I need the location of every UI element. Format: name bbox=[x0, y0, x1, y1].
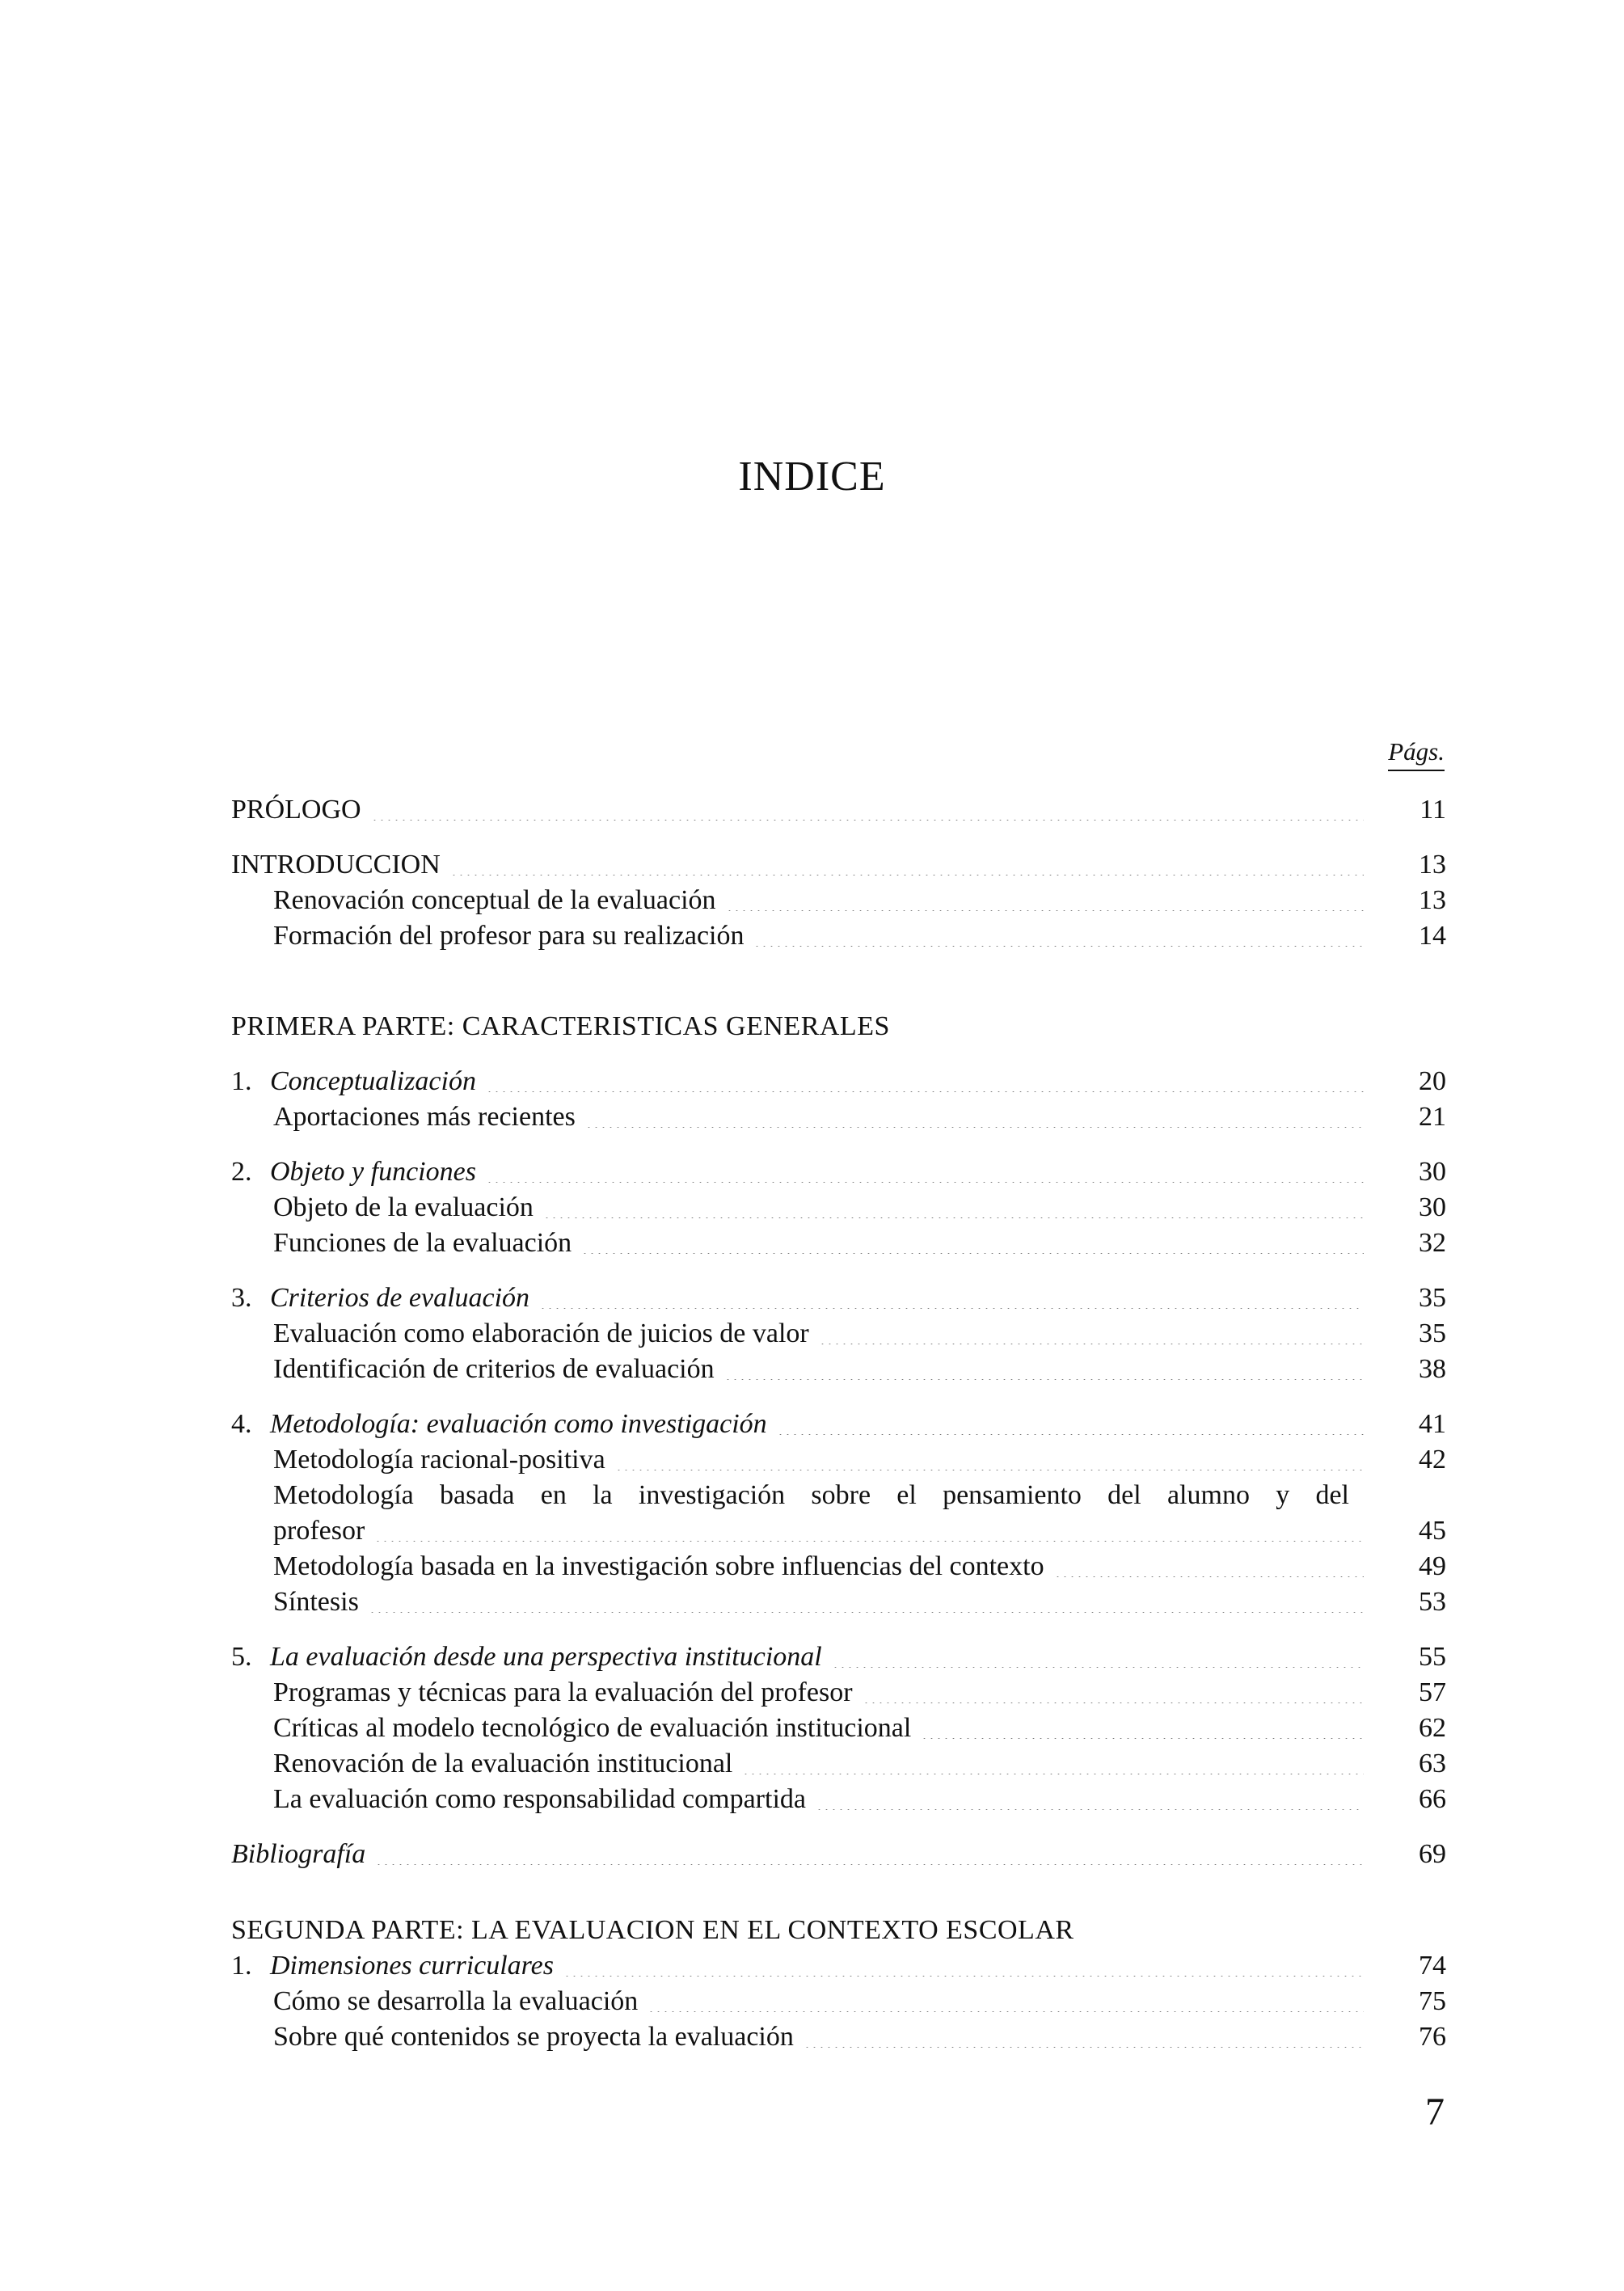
spacer bbox=[231, 1620, 1446, 1639]
spacer bbox=[231, 1872, 1446, 1913]
toc-subentry[interactable] bbox=[231, 1190, 1446, 1226]
entry-label: Evaluación como elaboración de juicios de valor bbox=[273, 1318, 809, 1348]
dot-leader bbox=[369, 1612, 1364, 1613]
dot-leader bbox=[724, 1379, 1364, 1380]
entry-page: 20 bbox=[1419, 1066, 1446, 1096]
section-number: 4. bbox=[231, 1409, 252, 1439]
entry-page: 57 bbox=[1419, 1677, 1446, 1707]
dot-leader bbox=[581, 1253, 1364, 1254]
section-number: 3. bbox=[231, 1283, 252, 1313]
entry-label: Metodología basada en la investigación sobre influencias del contexto bbox=[273, 1551, 1044, 1581]
entry-page: 13 bbox=[1419, 885, 1446, 915]
entry-page: 21 bbox=[1419, 1102, 1446, 1132]
table-of-contents bbox=[231, 792, 1446, 2055]
toc-subentry[interactable] bbox=[231, 1442, 1446, 1478]
toc-subentry[interactable] bbox=[231, 1226, 1446, 1261]
spacer bbox=[231, 828, 1446, 847]
entry-label: Conceptualización bbox=[270, 1066, 476, 1096]
toc-section-entry[interactable] bbox=[231, 1407, 1446, 1442]
entry-label: Síntesis bbox=[273, 1587, 359, 1617]
entry-page: 69 bbox=[1419, 1839, 1446, 1869]
toc-subentry[interactable] bbox=[231, 1099, 1446, 1135]
toc-subentry[interactable] bbox=[231, 1711, 1446, 1746]
entry-label: Críticas al modelo tecnológico de evaluación institucional bbox=[273, 1713, 912, 1743]
dot-leader bbox=[921, 1738, 1364, 1739]
entry-label: Identificación de criterios de evaluación bbox=[273, 1354, 715, 1384]
spacer bbox=[231, 1135, 1446, 1154]
entry-page: 13 bbox=[1419, 850, 1446, 880]
entry-label: Metodología: evaluación como investigación bbox=[270, 1409, 767, 1439]
entry-page: 30 bbox=[1419, 1192, 1446, 1222]
entry-page: 55 bbox=[1419, 1642, 1446, 1672]
dot-leader bbox=[832, 1667, 1364, 1668]
toc-section-entry[interactable] bbox=[231, 1154, 1446, 1190]
section-number: 1. bbox=[231, 1066, 252, 1096]
dot-leader bbox=[726, 910, 1364, 911]
dot-leader bbox=[486, 1182, 1364, 1183]
toc-subentry[interactable] bbox=[231, 1782, 1446, 1817]
entry-label: Sobre qué contenidos se proyecta la evaluación bbox=[273, 2022, 794, 2052]
toc-subentry[interactable] bbox=[231, 1675, 1446, 1711]
entry-page: 75 bbox=[1419, 1986, 1446, 2016]
toc-entry-prologo[interactable] bbox=[231, 792, 1446, 828]
spacer bbox=[231, 1044, 1446, 1064]
entry-label: profesor bbox=[273, 1516, 365, 1546]
entry-label: Dimensiones curriculares bbox=[270, 1951, 554, 1981]
toc-subentry[interactable] bbox=[231, 883, 1446, 918]
page-title: INDICE bbox=[738, 454, 886, 500]
entry-label: Programas y técnicas para la evaluación del profesor bbox=[273, 1677, 853, 1707]
dot-leader bbox=[816, 1809, 1364, 1810]
entry-label: La evaluación como responsabilidad compartida bbox=[273, 1784, 806, 1814]
entry-page: 74 bbox=[1419, 1951, 1446, 1981]
pages-column-label: Págs. bbox=[1388, 737, 1445, 771]
entry-label: INTRODUCCION bbox=[231, 850, 441, 880]
toc-section-entry[interactable] bbox=[231, 1639, 1446, 1675]
entry-label: Criterios de evaluación bbox=[270, 1283, 530, 1313]
entry-page: 41 bbox=[1419, 1409, 1446, 1439]
dot-leader bbox=[753, 946, 1364, 947]
dot-leader bbox=[375, 1864, 1364, 1865]
toc-subentry[interactable] bbox=[231, 1746, 1446, 1782]
entry-page: 35 bbox=[1419, 1283, 1446, 1313]
entry-label: Objeto de la evaluación bbox=[273, 1192, 534, 1222]
entry-page: 14 bbox=[1419, 921, 1446, 951]
entry-page: 63 bbox=[1419, 1749, 1446, 1778]
dot-leader bbox=[539, 1308, 1364, 1309]
part-heading-segunda: SEGUNDA PARTE: LA EVALUACION EN EL CONTEXTO ESCOLAR bbox=[231, 1915, 1074, 1945]
dot-leader bbox=[804, 2047, 1364, 2048]
toc-section-entry[interactable] bbox=[231, 1281, 1446, 1316]
entry-label: Funciones de la evaluación bbox=[273, 1228, 572, 1258]
section-number: 5. bbox=[231, 1642, 252, 1672]
toc-section-entry[interactable] bbox=[231, 1064, 1446, 1099]
entry-page: 45 bbox=[1419, 1516, 1446, 1546]
dot-leader bbox=[486, 1091, 1364, 1092]
entry-page: 66 bbox=[1419, 1784, 1446, 1814]
dot-leader bbox=[585, 1127, 1364, 1128]
section-number: 1. bbox=[231, 1951, 252, 1981]
entry-label: Formación del profesor para su realización bbox=[273, 921, 745, 951]
entry-page: 30 bbox=[1419, 1157, 1446, 1187]
toc-subentry-wrapped-line[interactable]: Metodología basada en la investigación sobre el pensamiento del alumno y del bbox=[273, 1480, 1349, 1510]
spacer bbox=[231, 1387, 1446, 1407]
page-number: 7 bbox=[1425, 2091, 1445, 2133]
entry-label: Objeto y funciones bbox=[270, 1157, 476, 1187]
toc-subentry[interactable] bbox=[231, 1513, 1446, 1549]
toc-subentry[interactable] bbox=[231, 1984, 1446, 2019]
entry-label: Cómo se desarrolla la evaluación bbox=[273, 1986, 639, 2016]
entry-page: 38 bbox=[1419, 1354, 1446, 1384]
toc-subentry[interactable] bbox=[231, 1352, 1446, 1387]
entry-label: Renovación conceptual de la evaluación bbox=[273, 885, 716, 915]
entry-page: 11 bbox=[1419, 795, 1446, 825]
toc-section-entry[interactable] bbox=[231, 1948, 1446, 1984]
dot-leader bbox=[563, 1976, 1364, 1977]
toc-entry-introduccion[interactable] bbox=[231, 847, 1446, 883]
entry-label: Aportaciones más recientes bbox=[273, 1102, 576, 1132]
entry-page: 32 bbox=[1419, 1228, 1446, 1258]
spacer bbox=[231, 954, 1446, 1009]
entry-page: 76 bbox=[1419, 2022, 1446, 2052]
dot-leader bbox=[543, 1217, 1364, 1218]
entry-page: 49 bbox=[1419, 1551, 1446, 1581]
dot-leader bbox=[863, 1702, 1364, 1703]
toc-subentry[interactable] bbox=[231, 1584, 1446, 1620]
toc-entry-bibliografia[interactable] bbox=[231, 1837, 1446, 1872]
toc-subentry[interactable] bbox=[231, 1549, 1446, 1584]
toc-subentry[interactable] bbox=[231, 918, 1446, 954]
entry-page: 35 bbox=[1419, 1318, 1446, 1348]
entry-label: Renovación de la evaluación institucional bbox=[273, 1749, 733, 1778]
toc-subentry[interactable] bbox=[231, 2019, 1446, 2055]
toc-subentry[interactable] bbox=[231, 1316, 1446, 1352]
entry-label: Bibliografía bbox=[231, 1839, 366, 1869]
entry-label: PRÓLOGO bbox=[231, 795, 361, 825]
entry-page: 62 bbox=[1419, 1713, 1446, 1743]
spacer bbox=[231, 1261, 1446, 1281]
dot-leader bbox=[1054, 1576, 1364, 1577]
dot-leader bbox=[777, 1434, 1364, 1435]
entry-page: 42 bbox=[1419, 1445, 1446, 1475]
part-heading-primera: PRIMERA PARTE: CARACTERISTICAS GENERALES bbox=[231, 1011, 890, 1041]
entry-label: Metodología racional-positiva bbox=[273, 1445, 605, 1475]
dot-leader bbox=[647, 2011, 1364, 2012]
section-number: 2. bbox=[231, 1157, 252, 1187]
entry-label: La evaluación desde una perspectiva institucional bbox=[270, 1642, 822, 1672]
entry-page: 53 bbox=[1419, 1587, 1446, 1617]
dot-leader bbox=[371, 820, 1364, 821]
dot-leader bbox=[374, 1541, 1364, 1542]
spacer bbox=[231, 1817, 1446, 1837]
